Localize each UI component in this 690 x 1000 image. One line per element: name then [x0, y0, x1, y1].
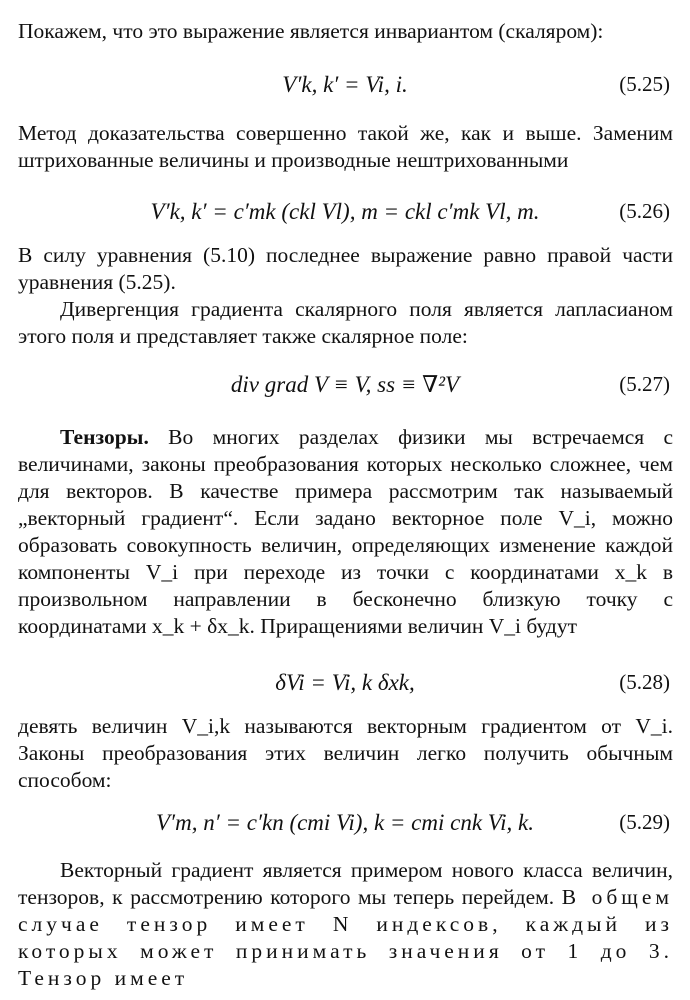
equation-5-25 — [0, 72, 690, 104]
equation-number: (5.25) — [619, 72, 670, 96]
paragraph-vector-gradient: девять величин V_i,k называются векторным градиентом от V_i. Законы преобразования этих величин легко получить обычным способом: — [18, 714, 673, 792]
paragraph-tensors-text: Во многих разделах физики мы встречаемся с величинами, законы преобразования которых несколько сложнее, чем для векторов. В качестве примера рассмотрим так называемый „векторный градиент“. Если задано векторное поле V_i, можно образовать совокупность величин, определяющих изменение каждой компоненты V_i при переходе из точки с координатами x_k в произвольном направлении в бесконечно близкую точку с координатами x_k + δx_k. Приращениями величин V_i будут — [18, 425, 673, 638]
equation-5-28 — [0, 670, 690, 702]
paragraph-tensors — [18, 424, 673, 640]
equation-5-29 — [0, 810, 690, 842]
equation-number: (5.26) — [619, 199, 670, 223]
equation-formula: V′k, k′ = Vi, i. — [282, 72, 408, 97]
paragraph-invariant-intro: Покажем, что это выражение является инвариантом (скаляром): — [18, 19, 604, 43]
equation-formula: V′m, n′ = c′kn (cmi Vi), k = cmi cnk Vi, k. — [156, 810, 534, 835]
equation-formula: δVi = Vi, k δxk, — [275, 670, 415, 695]
equation-number: (5.28) — [619, 670, 670, 694]
equation-5-27 — [0, 372, 690, 404]
paragraph-tensor-definition — [18, 857, 673, 992]
paragraph-tensor-definition-a: Векторный градиент является примером нового класса величин, тензоров, к рассмотрению которого мы теперь перейдем. — [18, 858, 673, 909]
equation-number: (5.27) — [619, 372, 670, 396]
equation-5-26 — [0, 199, 690, 231]
equation-formula: V′k, k′ = c′mk (ckl Vl), m = ckl c′mk Vl, m. — [150, 199, 540, 224]
paragraph-by-equation: В силу уравнения (5.10) последнее выражение равно правой части уравнения (5.25). — [18, 243, 673, 294]
section-heading-tensors: Тензоры. — [60, 425, 149, 449]
paragraph-proof-method: Метод доказательства совершенно такой же, как и выше. Заменим штрихованные величины и производные нештрихованными — [18, 121, 673, 172]
equation-number: (5.29) — [619, 810, 670, 834]
equation-formula: div grad V ≡ V, ss ≡ ∇²V — [230, 372, 460, 397]
paragraph-tensor-definition-spaced: В общем случае тензор имеет N индексов, каждый из которых может принимать значения от 1 до 3. Тензор имеет — [18, 885, 673, 990]
paragraph-divergence: Дивергенция градиента скалярного поля является лапласианом этого поля и представляет также скалярное поле: — [18, 297, 673, 348]
